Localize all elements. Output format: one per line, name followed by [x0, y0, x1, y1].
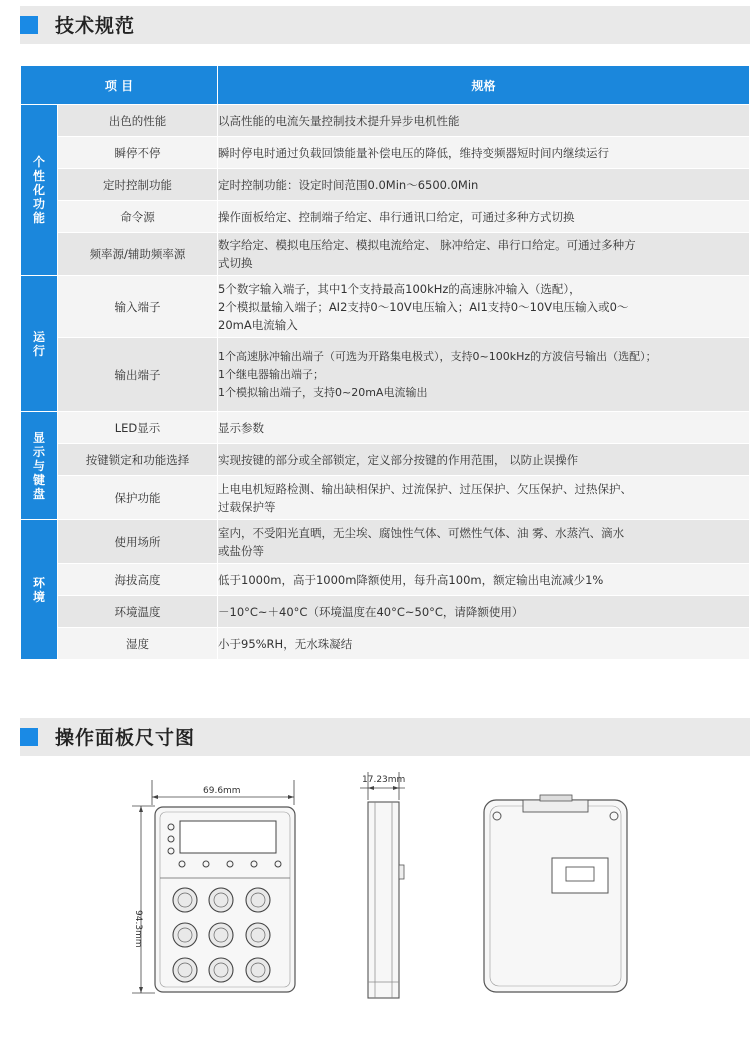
value-cell: 以高性能的电流矢量控制技术提升异步电机性能 [218, 105, 750, 137]
item-cell: LED显示 [58, 412, 218, 444]
back-view-drawing [484, 795, 627, 992]
value-cell: 室内，不受阳光直晒，无尘埃、腐蚀性气体、可燃性气体、油 雾、水蒸汽、滴水 或盐份等 [218, 520, 750, 564]
item-cell: 出色的性能 [58, 105, 218, 137]
section-header-dimensions [20, 718, 750, 756]
value-cell: 定时控制功能：设定时间范围0.0Min～6500.0Min [218, 169, 750, 201]
section-title: 技术规范 [55, 15, 136, 37]
width-dimension-label: 69.6mm [203, 786, 241, 796]
table-row [21, 520, 750, 564]
section-marker [20, 728, 38, 746]
section-header-spec [20, 6, 750, 44]
value-cell: 上电电机短路检测、输出缺相保护、过流保护、过压保护、欠压保护、过热保护、 过载保护等 [218, 476, 750, 520]
spec-table [20, 65, 750, 660]
table-row [21, 201, 750, 233]
table-row [21, 338, 750, 412]
table-row [21, 476, 750, 520]
value-cell: 5个数字输入端子，其中1个支持最高100kHz的高速脉冲输入（选配）， 2个模拟量输入端子；AI2支持0～10V电压输入；AI1支持0～10V电压输入或0～ 20mA电流输入 [218, 276, 750, 338]
value-cell: 显示参数 [218, 412, 750, 444]
item-cell: 瞬停不停 [58, 137, 218, 169]
side-view-drawing [360, 772, 405, 998]
header-item: 项 目 [21, 66, 218, 105]
item-cell: 保护功能 [58, 476, 218, 520]
category-cell: 环境 [21, 520, 58, 660]
value-cell: 瞬时停电时通过负载回馈能量补偿电压的降低，维持变频器短时间内继续运行 [218, 137, 750, 169]
table-row [21, 564, 750, 596]
table-row [21, 137, 750, 169]
value-cell: 操作面板给定、控制端子给定、串行通讯口给定，可通过多种方式切换 [218, 201, 750, 233]
value-cell: －10°C~＋40°C（环境温度在40°C~50°C，请降额使用） [218, 596, 750, 628]
value-cell: 数字给定、模拟电压给定、模拟电流给定、 脉冲给定、串行口给定。可通过多种方 式切换 [218, 233, 750, 276]
category-cell: 个性化功能 [21, 105, 58, 276]
table-row [21, 276, 750, 338]
header-spec: 规格 [218, 66, 750, 105]
table-row [21, 444, 750, 476]
item-cell: 定时控制功能 [58, 169, 218, 201]
item-cell: 湿度 [58, 628, 218, 660]
table-row [21, 169, 750, 201]
height-dimension-label: 94.3mm [133, 910, 143, 948]
item-cell: 频率源/辅助频率源 [58, 233, 218, 276]
item-cell: 输入端子 [58, 276, 218, 338]
category-cell: 显示与键盘 [21, 412, 58, 520]
item-cell: 环境温度 [58, 596, 218, 628]
value-cell: 低于1000m，高于1000m降额使用，每升高100m，额定输出电流减少1% [218, 564, 750, 596]
depth-dimension-label: 17.23mm [362, 775, 406, 785]
panel-dimension-drawings [0, 760, 750, 1060]
table-header-row [21, 66, 750, 105]
table-row [21, 105, 750, 137]
value-cell: 实现按键的部分或全部锁定，定义部分按键的作用范围， 以防止误操作 [218, 444, 750, 476]
table-row [21, 233, 750, 276]
front-view-drawing [132, 780, 295, 993]
table-row [21, 628, 750, 660]
item-cell: 按键锁定和功能选择 [58, 444, 218, 476]
value-cell: 小于95%RH，无水珠凝结 [218, 628, 750, 660]
item-cell: 命令源 [58, 201, 218, 233]
table-row [21, 596, 750, 628]
value-cell: 1个高速脉冲输出端子（可选为开路集电极式），支持0~100kHz的方波信号输出（选配）； 1个继电器输出端子； 1个模拟输出端子，支持0~20mA电流输出 [218, 338, 750, 412]
item-cell: 使用场所 [58, 520, 218, 564]
table-row [21, 412, 750, 444]
item-cell: 输出端子 [58, 338, 218, 412]
section-title: 操作面板尺寸图 [55, 727, 196, 749]
item-cell: 海拔高度 [58, 564, 218, 596]
category-cell: 运行 [21, 276, 58, 412]
section-marker [20, 16, 38, 34]
